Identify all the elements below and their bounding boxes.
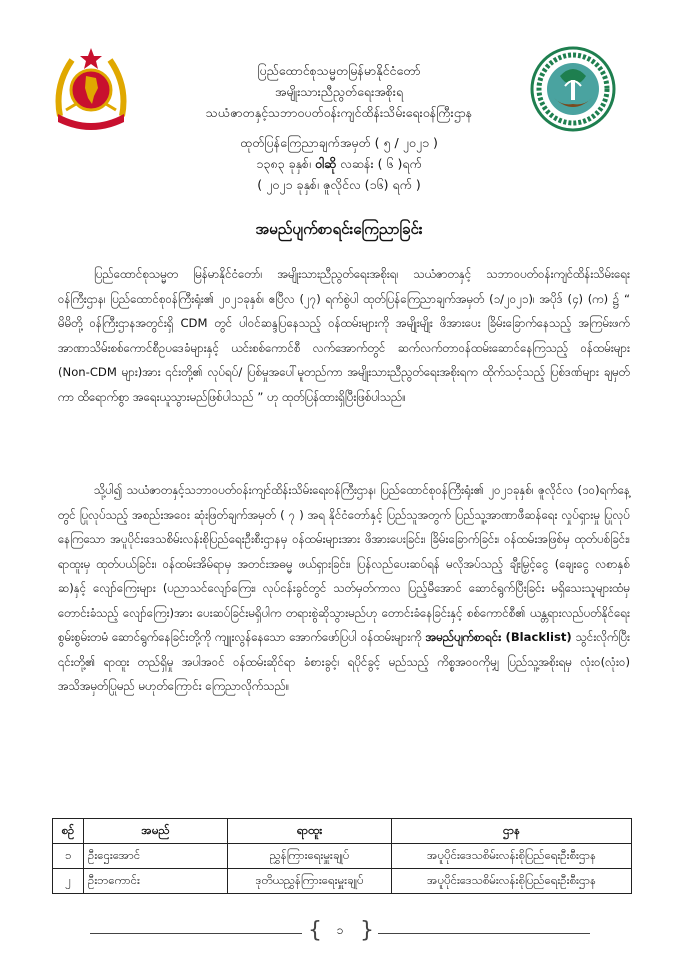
cell-department: အပူပိုင်းဒေသစိမ်းလန်းစိုပြည်ရေးဦးစီးဌာန [392, 844, 632, 869]
notice-number: ထုတ်ပြန်ကြေညာချက်အမှတ် ( ၅ / ၂၀၂၁ ) [240, 135, 438, 150]
paragraph-1: ပြည်ထောင်စုသမ္မတ မြန်မာနိုင်ငံတော်၊ အမျိုးသားညီညွတ်ရေးအစိုးရ၊ သယံဇာတနှင့် သဘာဝပတ်ဝန်းကျင်ထိန်းသိမ်းရေးဝန်ကြီးဌာန၊ ပြည်ထောင်စုဝန်ကြီးရုံး၏ ၂၀၂၁ခုနှစ်၊ ဧပြီလ (၂၇) ရက်စွဲပါ ထုတ်ပြန်ကြေညာချက်အမှတ် (၁/၂၀၂၁)၊ အပိုဒ် (၄) (က) ၌ “ မိမိတို့ ဝန်ကြီးဌာနအတွင်းရှိ CDM တွင် ပါဝင်ဆန္ဒပြနေသည့် ဝန်ထမ်းများကို အမျိုးမျိုး ဖိအားပေး ခြိမ်းခြောက်နေသည့် အကြမ်းဖက် အာဏာသိမ်းစစ်ကောင်စီဥပဒေခံများနှင့် ယင်းစစ်ကောင်စီ လက်အောက်တွင် ဆက်လက်တာဝန်ထမ်းဆောင်နေကြသည့် ဝန်ထမ်းများ (Non-CDM များ)အား ၎င်းတို့၏ လုပ်ရပ်/ ပြစ်မှုအပေါ်မူတည်ကာ အမျိုးသားညီညွတ်ရေးအစိုးရက ထိုက်သင့်သည့် ပြစ်ဒဏ်များ ချမှတ်ကာ ထိရောက်စွာ အရေးယူသွားမည်ဖြစ်ပါသည် ” ဟု ထုတ်ပြန်ထားရှိပြီးဖြစ်ပါသည်။ [58, 267, 630, 404]
header-department: ဌာန [392, 819, 632, 844]
notice-date-myanmar [140, 153, 538, 174]
cell-no: ၂ [53, 869, 84, 894]
notice-date-suffix: လဆန်း ( ၆ )ရက် [336, 156, 422, 171]
ministry-emblem-logo [530, 46, 616, 132]
footer-rule-left [90, 933, 302, 934]
table-row [53, 844, 632, 869]
letterhead-line-3: သယံဇာတနှင့်သဘာဝပတ်ဝန်းကျင်ထိန်းသိမ်းရေးဝန်ကြီးဌာန [205, 105, 473, 120]
cell-name: ဦးဘကောင်း [84, 869, 228, 894]
cell-name: ဦးဌေးအောင် [84, 844, 228, 869]
paragraph-2-part-b: သွင်းလိုက်ပြီး ၎င်းတို့၏ ရာထူး တည်ရှိမှု အပါအဝင် ဝန်ထမ်းဆိုင်ရာ ခံစားခွင့်၊ ရပိုင်ခွင့် မည်သည့် ကိစ္စအဝဝကိုမျှ ပြည်သူ့အစိုးရမှ လုံးဝ(လုံးဝ) အသိအမှတ်ပြုမည် မဟုတ်ကြောင်း ကြေညာလိုက်သည်။ [58, 630, 630, 693]
letterhead [140, 60, 538, 123]
header-position: ရာထူး [228, 819, 392, 844]
paragraph-2 [58, 478, 630, 699]
table-row [53, 869, 632, 894]
document-title: အမည်ပျက်စာရင်းကြေညာခြင်း [255, 220, 423, 238]
notice-date-prefix: ၁၃၈၃ ခုနှစ်၊ [256, 156, 315, 171]
state-seal-logo [52, 46, 130, 130]
header-no: စဉ် [53, 819, 84, 844]
footer-bracket-left: { [308, 918, 322, 943]
cell-no: ၁ [53, 844, 84, 869]
seal-ribbon [58, 114, 124, 130]
footer-rule-right [378, 933, 590, 934]
header-name: အမည် [84, 819, 228, 844]
blacklist-table [52, 818, 632, 894]
paragraph-2-part-a: သို့ပါ၍ သယံဇာတနှင့်သဘာဝပတ်ဝန်းကျင်ထိန်းသိမ်းရေးဝန်ကြီးဌာန၊ ပြည်ထောင်စုဝန်ကြီးရုံး၏ ၂၀၂၁ခုနှစ်၊ ဇူလိုင်လ (၁၀)ရက်နေ့တွင် ပြုလုပ်သည့် အစည်းအဝေး ဆုံးဖြတ်ချက်အမှတ် ( ၇ ) အရ နိုင်ငံတော်နှင့် ပြည်သူအတွက် ပြည်သူ့အာဏာဖီဆန်ရေး လှုပ်ရှားမှု ပြုလုပ်နေကြသော အပူပိုင်းဒေသစိမ်းလန်းစိုပြည်ရေးဦးစီးဌာနမှ ဝန်ထမ်းများအား ဖိအားပေးခြင်း၊ ခြိမ်းခြောက်ခြင်း၊ ဝန်ထမ်းအဖြစ်မှ ထုတ်ပစ်ခြင်း၊ ရာထူးမှ ထုတ်ပယ်ခြင်း၊ ဝန်ထမ်းအိမ်ရာမှ အတင်းအဓမ္မ ဖယ်ရှားခြင်း၊ ပြန်လည်ပေးဆပ်ရန် မလိုအပ်သည့် ချီးမြှင့်ငွေ (ချေးငွေ လစာနှစ်ဆ)နှင့် လျော်ကြေးများ (ပညာသင်လျော်ကြေး၊ လုပ်ငန်းခွင်တွင် သတ်မှတ်ကာလ ပြည့်မီအောင် ဆောင်ရွက်ပြီးခြင်း မရှိသေးသူများထံမှ တောင်းခံသည့် လျော်ကြေး)အား ပေးဆပ်ခြင်းမရှိပါက တရားစွဲဆိုသွားမည်ဟု တောင်းခံနေခြင်းနှင့် စစ်ကောင်စီ၏ ယန္တရားလည်ပတ်နိုင်ရေး စွမ်းစွမ်းတမံ ဆောင်ရွက်နေခြင်းတို့ကို ကျူးလွန်နေသော အောက်ဖော်ပြပါ ဝန်ထမ်းများကို [58, 483, 630, 644]
notice-date-english: ( ၂၀၂၁ ခုနှစ်၊ ဇူလိုင်လ (၁၆) ရက် ) [257, 177, 421, 192]
notice-block [140, 132, 538, 195]
letterhead-line-2: အမျိုးသားညီညွတ်ရေးအစိုးရ [274, 84, 404, 99]
cell-position: ညွှန်ကြားရေးမှူးချုပ် [228, 844, 392, 869]
cell-department: အပူပိုင်းဒေသစိမ်းလန်းစိုပြည်ရေးဦးစီးဌာန [392, 869, 632, 894]
page-footer [90, 918, 590, 948]
footer-bracket-right: } [360, 918, 374, 943]
blacklist-term: အမည်ပျက်စာရင်း (Blacklist) [425, 630, 572, 644]
letterhead-line-1: ပြည်ထောင်စုသမ္မတမြန်မာနိုင်ငံတော် [257, 63, 421, 78]
table-header-row [53, 819, 632, 844]
notice-date-month: ဝါဆို [314, 156, 337, 171]
page-number: ၁ [336, 923, 344, 937]
cell-position: ဒုတိယညွှန်ကြားရေးမှူးချုပ် [228, 869, 392, 894]
seal-star [80, 48, 102, 69]
